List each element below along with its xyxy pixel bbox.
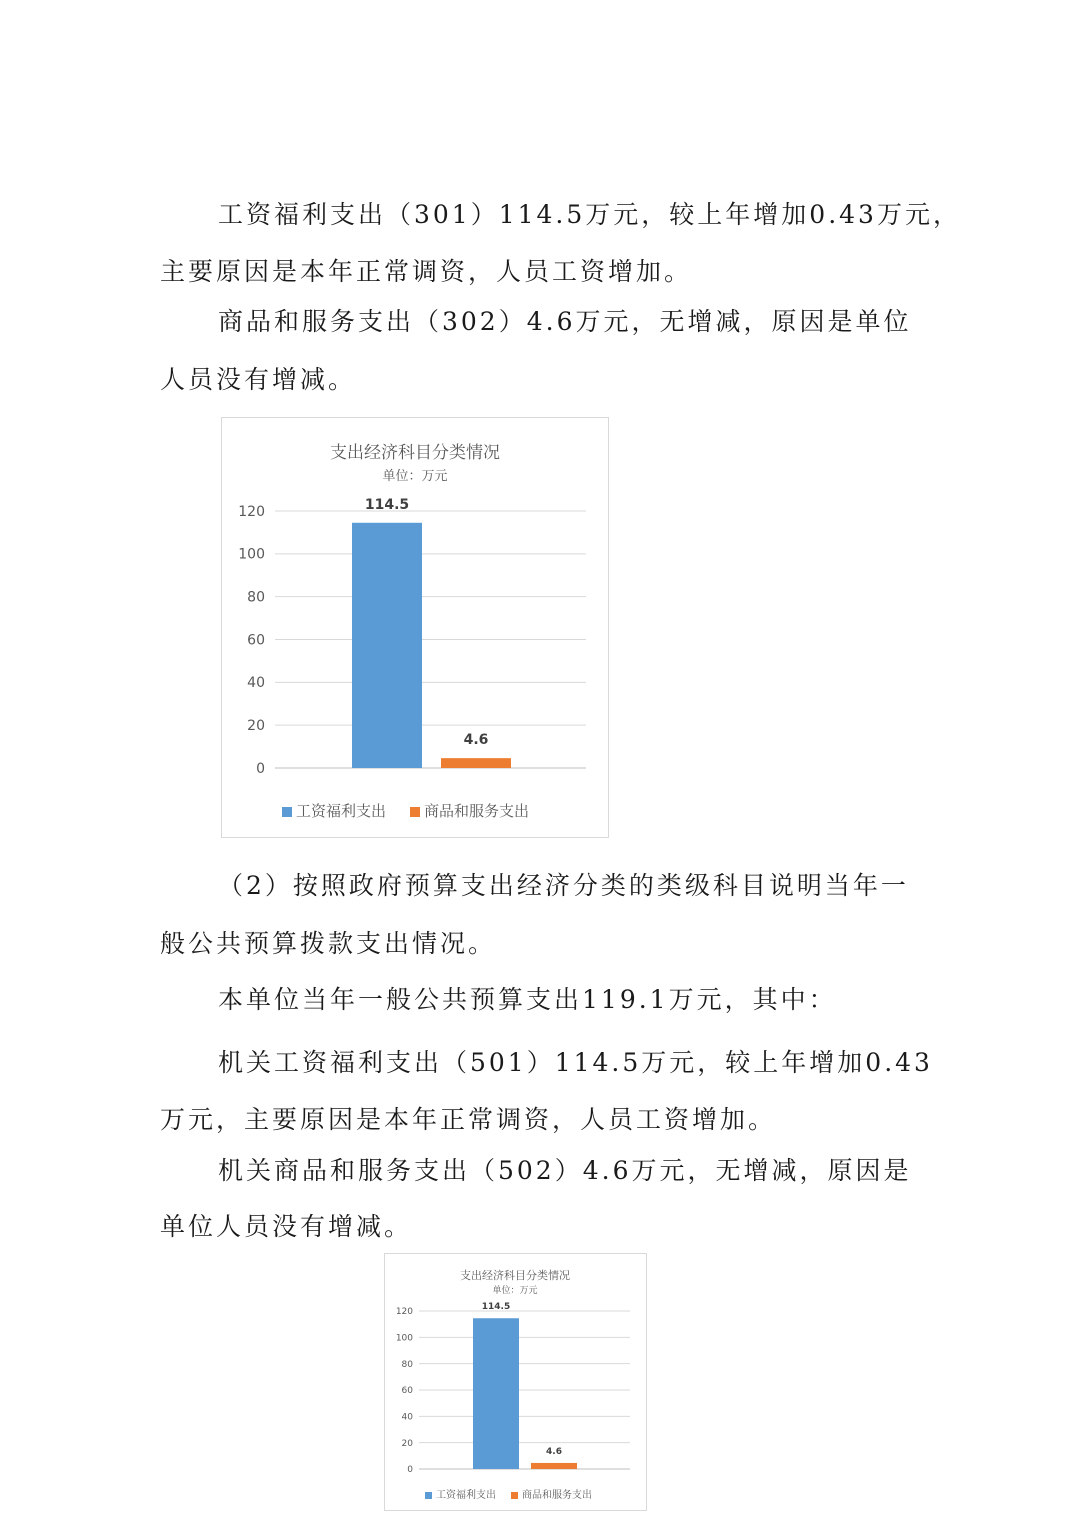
y-tick-label: 120	[395, 1307, 413, 1318]
legend-label: 商品和服务支出	[522, 1490, 592, 1501]
bar-1	[473, 1318, 519, 1469]
paragraph-6-line-1: 机关商品和服务支出（502）4.6万元，无增减，原因是	[218, 1156, 912, 1185]
data-label: 4.6	[546, 1446, 562, 1457]
legend-label: 工资福利支出	[436, 1490, 496, 1501]
bar-2	[441, 758, 511, 768]
chart-2-svg	[385, 1254, 646, 1510]
legend-swatch-2	[410, 807, 420, 817]
paragraph-5-line-2: 万元，主要原因是本年正常调资，人员工资增加。	[160, 1105, 777, 1134]
chart-2	[384, 1253, 647, 1511]
paragraph-4-line-1: 本单位当年一般公共预算支出119.1万元，其中：	[218, 985, 837, 1014]
y-tick-label: 60	[247, 632, 265, 649]
chart-subtitle: 单位：万元	[382, 469, 448, 484]
legend-swatch-1	[425, 1492, 432, 1499]
y-tick-label: 120	[238, 503, 265, 520]
y-tick-label: 40	[247, 675, 265, 692]
y-tick-label: 20	[247, 718, 265, 735]
y-tick-label: 60	[401, 1386, 413, 1397]
y-tick-label: 100	[238, 546, 265, 563]
data-label: 114.5	[481, 1302, 511, 1313]
y-tick-label: 0	[407, 1465, 413, 1476]
data-label: 4.6	[463, 732, 489, 749]
y-tick-label: 20	[401, 1438, 413, 1449]
paragraph-5-line-1: 机关工资福利支出（501）114.5万元，较上年增加0.43	[218, 1048, 933, 1077]
y-tick-label: 80	[401, 1359, 413, 1370]
legend-swatch-2	[511, 1492, 518, 1499]
paragraph-1-line-1: 工资福利支出（301）114.5万元，较上年增加0.43万元，	[218, 200, 961, 229]
y-tick-label: 80	[247, 589, 265, 606]
paragraph-3-line-2: 般公共预算拨款支出情况。	[160, 929, 497, 958]
bar-1	[352, 523, 422, 768]
bar-2	[531, 1463, 577, 1469]
paragraph-2-line-1: 商品和服务支出（302）4.6万元，无增减，原因是单位	[218, 307, 912, 336]
y-tick-label: 100	[395, 1333, 413, 1344]
chart-title: 支出经济科目分类情况	[330, 443, 500, 463]
paragraph-3-line-1: （2）按照政府预算支出经济分类的类级科目说明当年一	[218, 871, 909, 900]
chart-1	[221, 417, 609, 838]
y-tick-label: 0	[256, 760, 265, 777]
paragraph-6-line-2: 单位人员没有增减。	[160, 1212, 413, 1241]
chart-1-svg	[222, 418, 608, 837]
paragraph-2-line-2: 人员没有增减。	[160, 365, 357, 394]
chart-title: 支出经济科目分类情况	[460, 1269, 570, 1282]
legend-label: 商品和服务支出	[424, 802, 530, 820]
paragraph-1-line-2: 主要原因是本年正常调资，人员工资增加。	[160, 257, 693, 286]
legend-swatch-1	[282, 807, 292, 817]
legend-label: 工资福利支出	[296, 802, 387, 820]
data-label: 114.5	[364, 496, 410, 513]
y-tick-label: 40	[401, 1412, 413, 1423]
chart-subtitle: 单位：万元	[492, 1286, 538, 1296]
